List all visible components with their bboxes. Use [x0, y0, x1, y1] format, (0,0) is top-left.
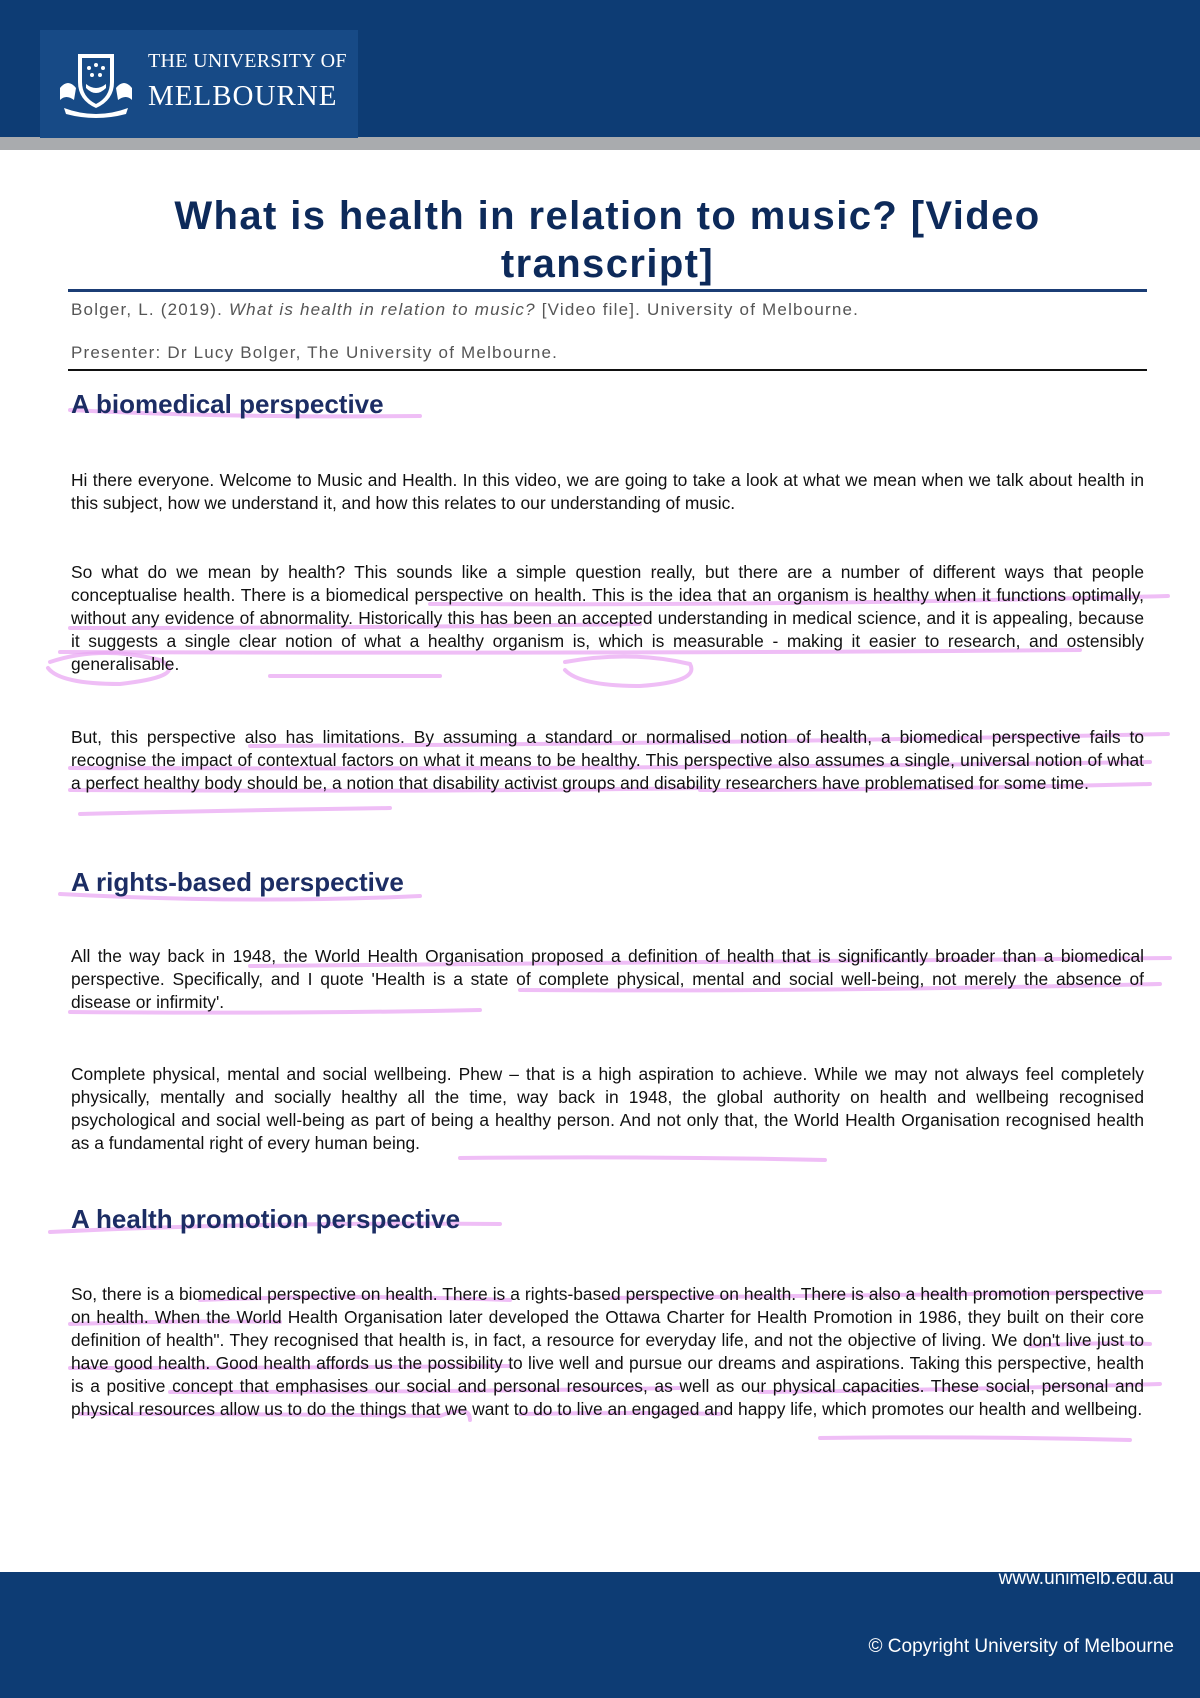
- logo-text-line1: THE UNIVERSITY OF: [148, 50, 347, 72]
- title-divider: [68, 289, 1147, 292]
- paragraph: Hi there everyone. Welcome to Music and Health. In this video, we are going to take a look at what we mean when we talk about health in this subject, how we understand it, and how this relates to our understanding of music.: [71, 470, 1144, 513]
- footer-copyright: © Copyright University of Melbourne: [868, 1636, 1174, 1657]
- section-heading-biomedical: A biomedical perspective: [71, 389, 384, 419]
- university-crest-icon: [56, 48, 136, 118]
- footer-band: [0, 1572, 1200, 1698]
- section-heading-rights-based: A rights-based perspective: [71, 867, 404, 897]
- paragraph: But, this perspective also has limitations. By assuming a standard or normalised notion of health, a biomedical perspective fails to recognise the impact of contextual factors on what it means to be healthy. This perspective also assumes a single, universal notion of what a perfect healthy body should be, a notion that disability activist groups and disability researchers have problematised for some time.: [71, 727, 1144, 793]
- citation-line: [71, 300, 859, 320]
- university-logo: [40, 30, 358, 138]
- section-heading-health-promotion: A health promotion perspective: [71, 1204, 461, 1234]
- logo-text-line2: MELBOURNE: [148, 80, 338, 112]
- citation-prefix: Bolger, L. (2019).: [71, 300, 229, 319]
- paragraph: So, there is a biomedical perspective on health. There is a rights-based perspective on health. There is also a health promotion perspective on health. When the World Health Organisation later developed the Ottawa Charter for Health Promotion in 1986, they built on their core definition of health". They recognised that health is, in fact, a resource for everyday life, and not the objective of living. We don't live just to have good health. Good health affords us the possibility to live well and pursue our dreams and aspirations. Taking this perspective, health is a positive concept that emphasises our social and personal resources, as well as our physical capacities. These social, personal and physical resources allow us to do the things that we want to do to live an engaged and happy life, which promotes our health and wellbeing.: [71, 1284, 1144, 1419]
- header-divider: [0, 137, 1200, 150]
- citation-title: What is health in relation to music?: [228, 300, 536, 319]
- paragraph: Complete physical, mental and social wellbeing. Phew – that is a high aspiration to achieve. While we may not always feel completely physically, mentally and socially healthy all the time, way back in 1948, the global authority on health and wellbeing recognised psychological and social well-being as part of being a healthy person. And not only that, the World Health Organisation recognised health as a fundamental right of every human being.: [71, 1064, 1144, 1153]
- presenter-line: Presenter: Dr Lucy Bolger, The University of Melbourne.: [71, 343, 559, 362]
- document-title: What is health in relation to music? [Video transcript]: [174, 194, 1041, 286]
- meta-divider: [68, 369, 1147, 371]
- paragraph: So what do we mean by health? This sounds like a simple question really, but there are a number of different ways that people conceptualise health. There is a biomedical perspective on health. This is the idea that an organism is healthy when it functions optimally, without any evidence of abnormality. Historically this has been an accepted understanding in medical science, and it is appealing, because it suggests a single clear notion of what a healthy organism is, which is measurable - making it easier to research, and ostensibly generalisable.: [71, 562, 1144, 674]
- citation-suffix: [Video file]. University of Melbourne.: [535, 300, 860, 319]
- paragraph: All the way back in 1948, the World Health Organisation proposed a definition of health that is significantly broader than a biomedical perspective. Specifically, and I quote 'Health is a state of complete physical, mental and social well-being, not merely the absence of disease or infirmity'.: [71, 946, 1144, 1012]
- footer-url[interactable]: www.unimelb.edu.au: [998, 1568, 1174, 1589]
